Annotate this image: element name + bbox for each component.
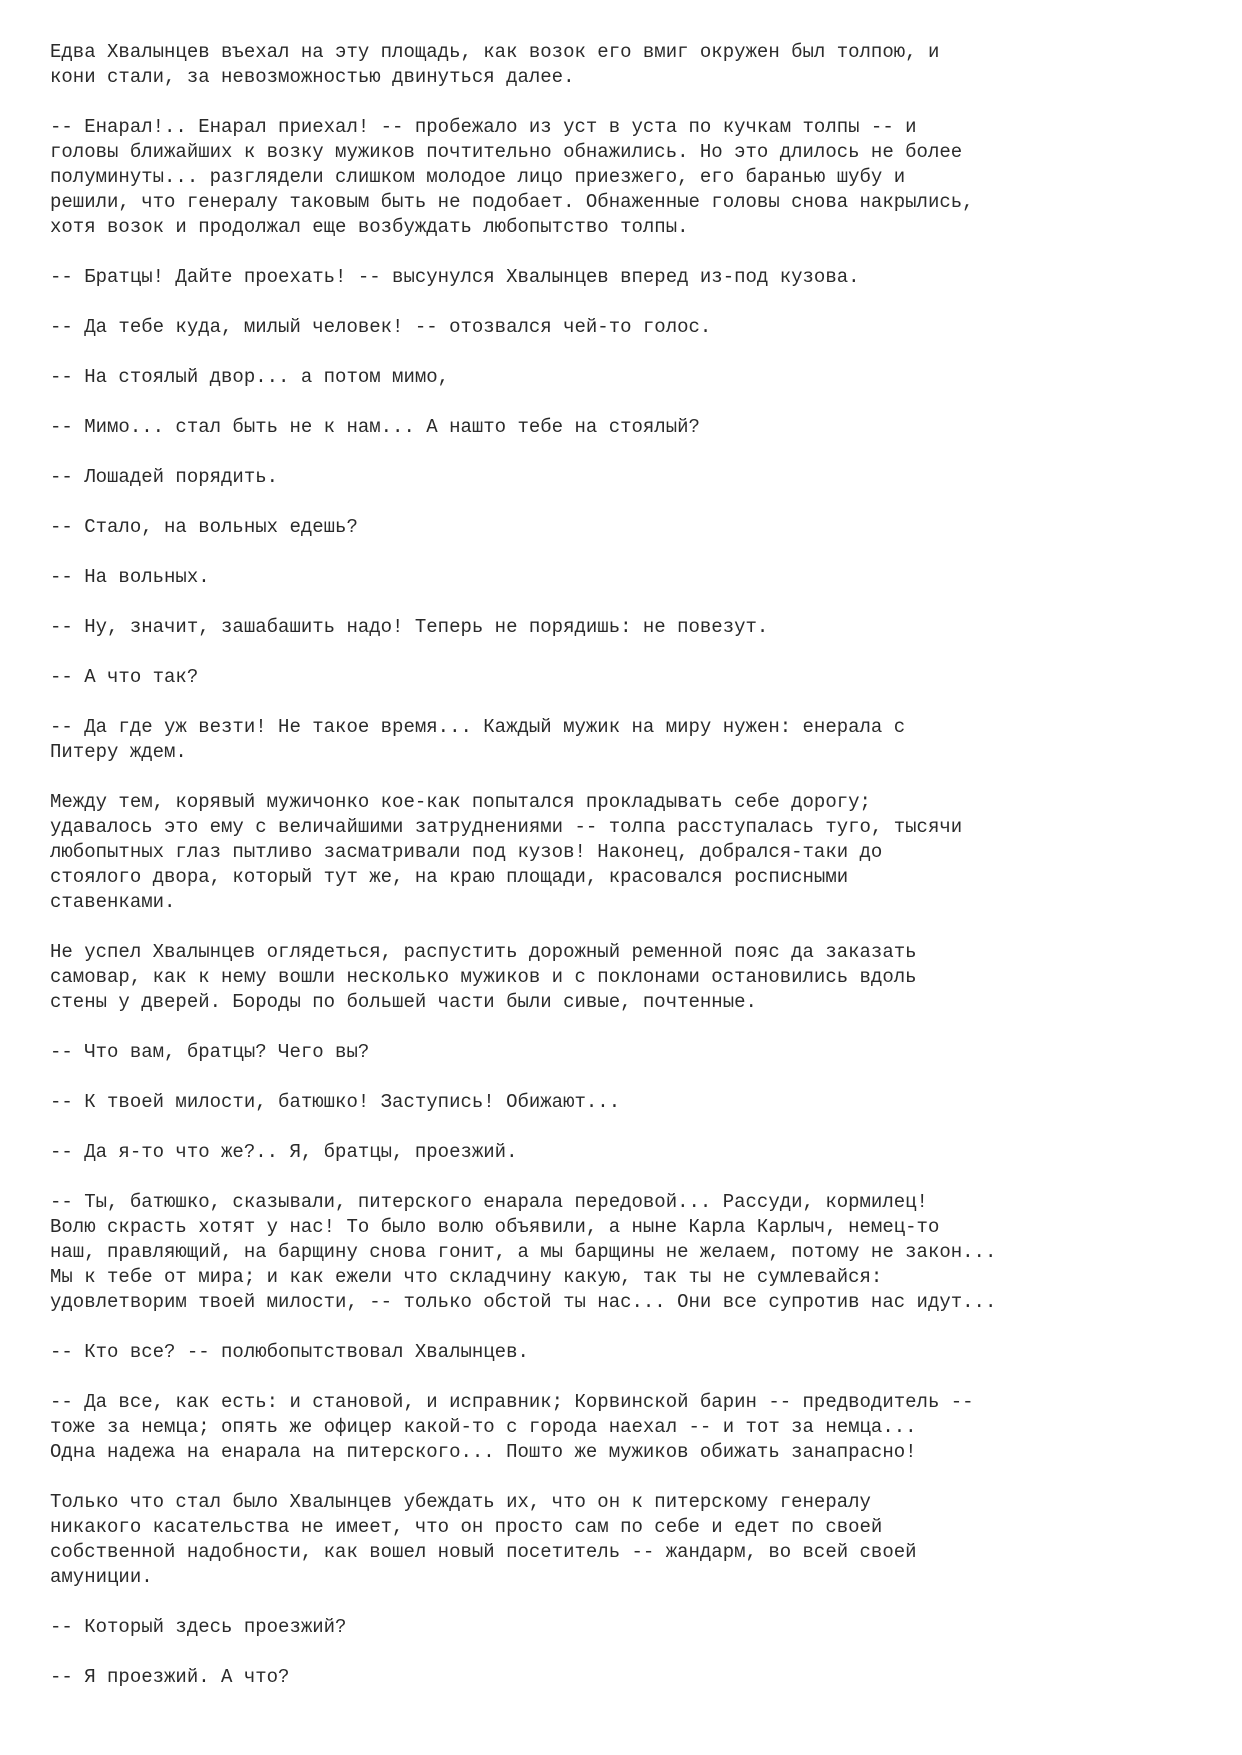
paragraph <box>50 940 1200 1015</box>
document-page <box>50 40 1200 1715</box>
paragraph <box>50 1040 1200 1065</box>
paragraph <box>50 665 1200 690</box>
text-line: -- Ты, батюшко, сказывали, питерского енарала передовой... Рассуди, кормилец! <box>50 1191 928 1213</box>
text-line: Волю скрасть хотят у нас! То было волю объявили, а ныне Карла Карлыч, немец-то <box>50 1216 940 1238</box>
paragraph <box>50 1665 1200 1690</box>
paragraph <box>50 115 1200 240</box>
text-line: Питеру ждем. <box>50 741 187 763</box>
text-line: любопытных глаз пытливо засматривали под кузов! Наконец, добрался-таки до <box>50 841 883 863</box>
text-line: -- Кто все? -- полюбопытствовал Хвалынцев. <box>50 1341 529 1363</box>
text-line: Не успел Хвалынцев оглядеться, распустить дорожный ременной пояс да заказать <box>50 941 917 963</box>
text-line: -- Что вам, братцы? Чего вы? <box>50 1041 370 1063</box>
paragraph <box>50 1190 1200 1315</box>
text-line: Между тем, корявый мужичонко кое-как попытался прокладывать себе дорогу; <box>50 791 871 813</box>
text-line: амуниции. <box>50 1566 153 1588</box>
text-line: -- Лошадей порядить. <box>50 466 279 488</box>
text-line: Только что стал было Хвалынцев убеждать их, что он к питерскому генералу <box>50 1491 871 1513</box>
paragraph <box>50 1615 1200 1640</box>
paragraph <box>50 265 1200 290</box>
text-line: кони стали, за невозможностью двинуться далее. <box>50 66 575 88</box>
text-line: тоже за немца; опять же офицер какой-то с города наехал -- и тот за немца... <box>50 1416 917 1438</box>
paragraph <box>50 40 1200 90</box>
text-line: -- На стоялый двор... а потом мимо, <box>50 366 450 388</box>
text-line: удовлетворим твоей милости, -- только обстой ты нас... Они все супротив нас идут... <box>50 1291 997 1313</box>
paragraph <box>50 465 1200 490</box>
text-line: Едва Хвалынцев въехал на эту площадь, как возок его вмиг окружен был толпою, и <box>50 41 940 63</box>
paragraph <box>50 365 1200 390</box>
text-line: -- Стало, на вольных едешь? <box>50 516 358 538</box>
paragraph <box>50 615 1200 640</box>
text-line: собственной надобности, как вошел новый посетитель -- жандарм, во всей своей <box>50 1541 917 1563</box>
text-line: удавалось это ему с величайшими затруднениями -- толпа расступалась туго, тысячи <box>50 816 963 838</box>
text-line: -- На вольных. <box>50 566 210 588</box>
paragraph <box>50 315 1200 340</box>
paragraph <box>50 790 1200 915</box>
paragraph <box>50 1140 1200 1165</box>
text-line: -- А что так? <box>50 666 199 688</box>
paragraph <box>50 1340 1200 1365</box>
text-line: полуминуты... разглядели слишком молодое лицо приезжего, его баранью шубу и <box>50 166 906 188</box>
text-line: -- Енарал!.. Енарал приехал! -- пробежало из уст в уста по кучкам толпы -- и <box>50 116 917 138</box>
paragraph <box>50 1090 1200 1115</box>
text-line: -- Да где уж везти! Не такое время... Каждый мужик на миру нужен: енерала с <box>50 716 906 738</box>
text-line: -- Мимо... стал быть не к нам... А нашто тебе на стоялый? <box>50 416 700 438</box>
text-line: -- Ну, значит, зашабашить надо! Теперь не порядишь: не повезут. <box>50 616 769 638</box>
paragraph <box>50 715 1200 765</box>
text-line: решили, что генералу таковым быть не подобает. Обнаженные головы снова накрылись, <box>50 191 974 213</box>
text-line: -- Да я-то что же?.. Я, братцы, проезжий. <box>50 1141 518 1163</box>
text-line: -- Я проезжий. А что? <box>50 1666 290 1688</box>
text-line: Мы к тебе от мира; и как ежели что складчину какую, так ты не сумлевайся: <box>50 1266 883 1288</box>
text-line: -- Братцы! Дайте проехать! -- высунулся Хвалынцев вперед из-под кузова. <box>50 266 860 288</box>
paragraph <box>50 565 1200 590</box>
text-line: стены у дверей. Бороды по большей части были сивые, почтенные. <box>50 991 757 1013</box>
text-line: ставенками. <box>50 891 176 913</box>
text-line: -- Да все, как есть: и становой, и исправник; Корвинской барин -- предводитель -- <box>50 1391 974 1413</box>
text-line: Одна надежа на енарала на питерского... Пошто же мужиков обижать занапрасно! <box>50 1441 917 1463</box>
text-line: стоялого двора, который тут же, на краю площади, красовался росписными <box>50 866 849 888</box>
text-line: никакого касательства не имеет, что он просто сам по себе и едет по своей <box>50 1516 883 1538</box>
text-line: -- Да тебе куда, милый человек! -- отозвался чей-то голос. <box>50 316 712 338</box>
paragraph <box>50 1490 1200 1590</box>
text-line: головы ближайших к возку мужиков почтительно обнажились. Но это длилось не более <box>50 141 963 163</box>
text-line: -- К твоей милости, батюшко! Заступись! Обижают... <box>50 1091 621 1113</box>
paragraph <box>50 415 1200 440</box>
text-line: наш, правляющий, на барщину снова гонит, а мы барщины не желаем, потому не закон... <box>50 1241 997 1263</box>
paragraph <box>50 515 1200 540</box>
text-line: самовар, как к нему вошли несколько мужиков и с поклонами остановились вдоль <box>50 966 917 988</box>
text-line: хотя возок и продолжал еще возбуждать любопытство толпы. <box>50 216 689 238</box>
text-line: -- Который здесь проезжий? <box>50 1616 347 1638</box>
paragraph <box>50 1390 1200 1465</box>
